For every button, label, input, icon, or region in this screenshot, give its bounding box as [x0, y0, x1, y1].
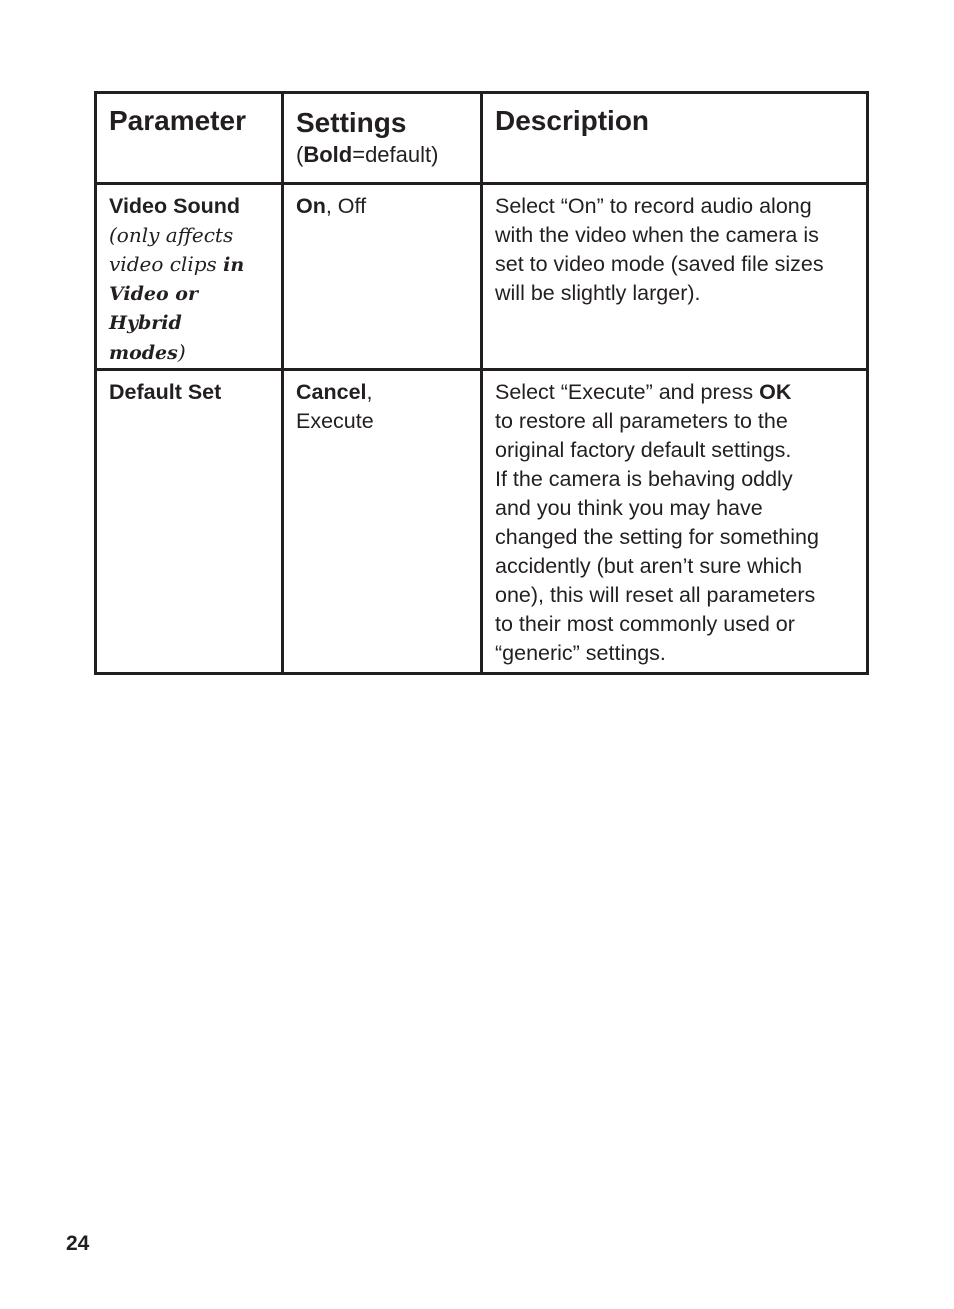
header-settings-note-bold: Bold	[303, 142, 353, 167]
setting-other-values: , Off	[325, 194, 367, 218]
ok-button-reference: OK	[759, 380, 792, 404]
header-parameter-cell	[96, 93, 283, 184]
page-number: 24	[66, 1232, 90, 1255]
description-line: will be slightly larger).	[495, 281, 701, 305]
settings-cell: Cancel, Execute	[283, 370, 482, 674]
header-settings: Settings	[296, 107, 407, 138]
description-cell	[482, 370, 868, 674]
parameter-cell	[96, 184, 283, 370]
description-line: original factory default settings.	[495, 438, 792, 462]
parameter-note-line: modes)	[109, 340, 186, 364]
description-line: and you think you may have	[495, 496, 763, 520]
description-line: accidently (but aren’t sure which	[495, 554, 803, 578]
description-line: Select “On” to record audio along	[495, 194, 812, 218]
header-description: Description	[495, 105, 650, 136]
header-settings-cell	[283, 93, 482, 184]
table-row	[96, 370, 868, 674]
parameter-note-line: Video or Hybrid	[109, 283, 198, 334]
settings-table	[94, 91, 869, 675]
description-line: with the video when the camera is	[495, 223, 819, 247]
setting-default-value: On	[296, 194, 326, 218]
description-line: set to video mode (saved file sizes	[495, 252, 824, 276]
description-line: to restore all parameters to the	[495, 409, 788, 433]
table-header-row	[96, 93, 868, 184]
description-line: to their most commonly used or	[495, 612, 795, 636]
description-line: Select “Execute” and press OK	[495, 380, 792, 404]
description-line: one), this will reset all parameters	[495, 583, 816, 607]
description-line: changed the setting for something	[495, 525, 819, 549]
parameter-note-line: video clips in	[109, 252, 245, 276]
description-line: “generic” settings.	[495, 641, 666, 665]
header-parameter: Parameter	[109, 105, 246, 136]
header-settings-note: (Bold=default)	[296, 142, 439, 167]
description-cell	[482, 184, 868, 370]
parameter-name: Default Set	[109, 380, 222, 404]
header-description-cell	[482, 93, 868, 184]
table-row	[96, 184, 868, 370]
setting-other-values: Execute	[296, 409, 374, 433]
settings-cell	[283, 184, 482, 370]
description-line: If the camera is behaving oddly	[495, 467, 793, 491]
parameter-name: Video Sound	[109, 194, 240, 218]
parameter-note-line: (only affects	[109, 223, 234, 247]
parameter-cell	[96, 370, 283, 674]
setting-default-value: Cancel	[296, 380, 367, 404]
